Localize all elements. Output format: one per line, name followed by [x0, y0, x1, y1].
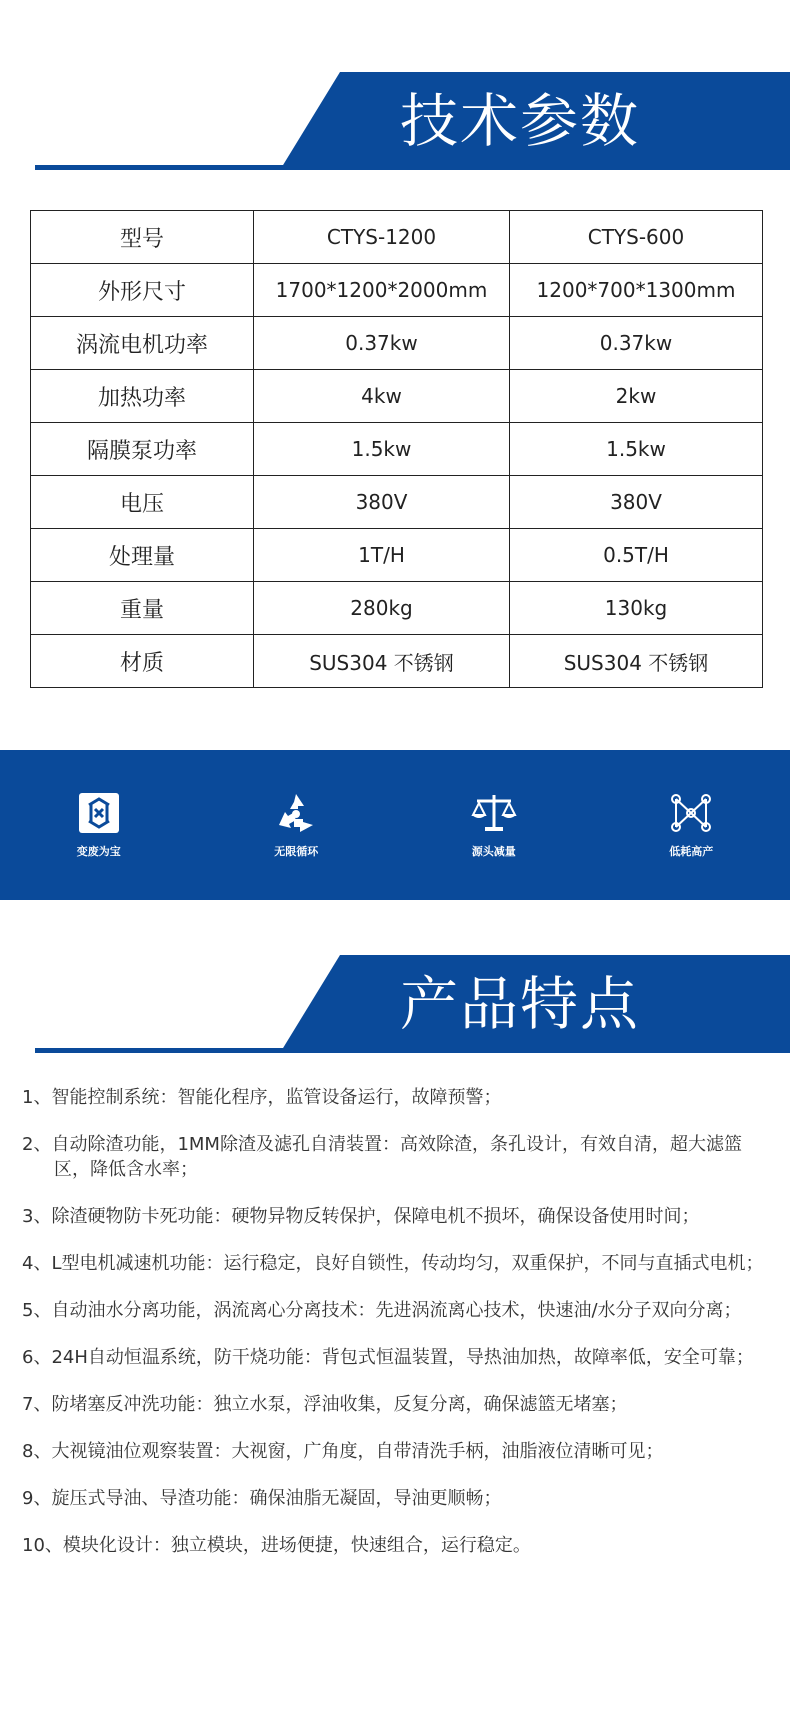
- list-item: 8、大视镜油位观察装置：大视窗，广角度，自带清洗手柄，油脂液位清晰可见；: [22, 1441, 664, 1462]
- table-cell: 380V: [510, 476, 763, 529]
- recycle-arrows-icon: [273, 791, 319, 835]
- table-row: [31, 317, 763, 370]
- table-cell: 280kg: [254, 582, 510, 635]
- recycle-box-icon: [77, 791, 121, 835]
- feature-item-source-reduction: [414, 791, 574, 859]
- table-cell: 1.5kw: [510, 423, 763, 476]
- table-cell: CTYS-600: [510, 211, 763, 264]
- feature-label: 源头减量: [471, 845, 516, 858]
- feature-list: [22, 1085, 770, 1580]
- list-item: 1、智能控制系统：智能化程序，监管设备运行，故障预警；: [22, 1087, 502, 1108]
- feature-item-infinite-cycle: [216, 791, 376, 859]
- table-cell: SUS304 不锈钢: [510, 635, 763, 688]
- features-section-title: 产品特点: [400, 970, 641, 1038]
- table-row: [31, 264, 763, 317]
- feature-item-low-consumption: [611, 791, 771, 859]
- list-item: 5、自动油水分离功能，涡流离心分离技术：先进涡流离心技术，快速油/水分子双向分离；: [22, 1300, 742, 1321]
- table-row-label: 处理量: [31, 529, 254, 582]
- list-item: 2、自动除渣功能，1MM除渣及滤孔自清装置：高效除渣，条孔设计，有效自清，超大滤篮区，降低含水率；: [22, 1134, 742, 1180]
- table-row-label: 重量: [31, 582, 254, 635]
- table-cell: 1.5kw: [254, 423, 510, 476]
- feature-item-waste-to-treasure: [19, 791, 179, 859]
- table-cell: 0.37kw: [510, 317, 763, 370]
- list-item: 10、模块化设计：独立模块，进场便捷，快速组合，运行稳定。: [22, 1535, 531, 1556]
- table-cell: 2kw: [510, 370, 763, 423]
- table-row-label: 电压: [31, 476, 254, 529]
- table-row: [31, 370, 763, 423]
- table-row-label: 材质: [31, 635, 254, 688]
- table-cell: CTYS-1200: [254, 211, 510, 264]
- spec-table: [30, 210, 763, 688]
- table-row: [31, 476, 763, 529]
- feature-label: 无限循环: [274, 845, 319, 858]
- list-item: 3、除渣硬物防卡死功能：硬物异物反转保护，保障电机不损坏，确保设备使用时间；: [22, 1206, 700, 1227]
- table-row: [31, 635, 763, 688]
- spec-section-header: [0, 72, 790, 172]
- table-cell: 380V: [254, 476, 510, 529]
- list-item: 9、旋压式导油、导渣功能：确保油脂无凝固，导油更顺畅；: [22, 1488, 502, 1509]
- table-row-label: 加热功率: [31, 370, 254, 423]
- table-cell: 0.5T/H: [510, 529, 763, 582]
- table-row: [31, 582, 763, 635]
- table-row-label: 型号: [31, 211, 254, 264]
- table-cell: 1200*700*1300mm: [510, 264, 763, 317]
- features-section-header: [0, 955, 790, 1055]
- table-cell: 0.37kw: [254, 317, 510, 370]
- network-icon: [668, 791, 714, 835]
- table-cell: 4kw: [254, 370, 510, 423]
- list-item: 6、24H自动恒温系统，防干烧功能：背包式恒温装置，导热油加热，故障率低，安全可靠；: [22, 1347, 754, 1368]
- table-row: [31, 529, 763, 582]
- feature-label: 低耗高产: [669, 845, 714, 858]
- spec-section-title: 技术参数: [400, 87, 641, 155]
- header-underline: [35, 1048, 355, 1053]
- table-row-label: 涡流电机功率: [31, 317, 254, 370]
- table-row-label: 外形尺寸: [31, 264, 254, 317]
- table-row: [31, 423, 763, 476]
- feature-label: 变废为宝: [76, 845, 121, 858]
- table-cell: 1700*1200*2000mm: [254, 264, 510, 317]
- list-item: 7、防堵塞反冲洗功能：独立水泵，浮油收集，反复分离，确保滤篮无堵塞；: [22, 1394, 628, 1415]
- scale-icon: [471, 791, 517, 835]
- table-row-label: 隔膜泵功率: [31, 423, 254, 476]
- table-cell: 130kg: [510, 582, 763, 635]
- table-cell: SUS304 不锈钢: [254, 635, 510, 688]
- table-row: [31, 211, 763, 264]
- header-underline: [35, 165, 355, 170]
- feature-band: [0, 750, 790, 900]
- list-item: 4、L型电机减速机功能：运行稳定，良好自锁性，传动均匀，双重保护，不同与直插式电机；: [22, 1253, 764, 1274]
- table-cell: 1T/H: [254, 529, 510, 582]
